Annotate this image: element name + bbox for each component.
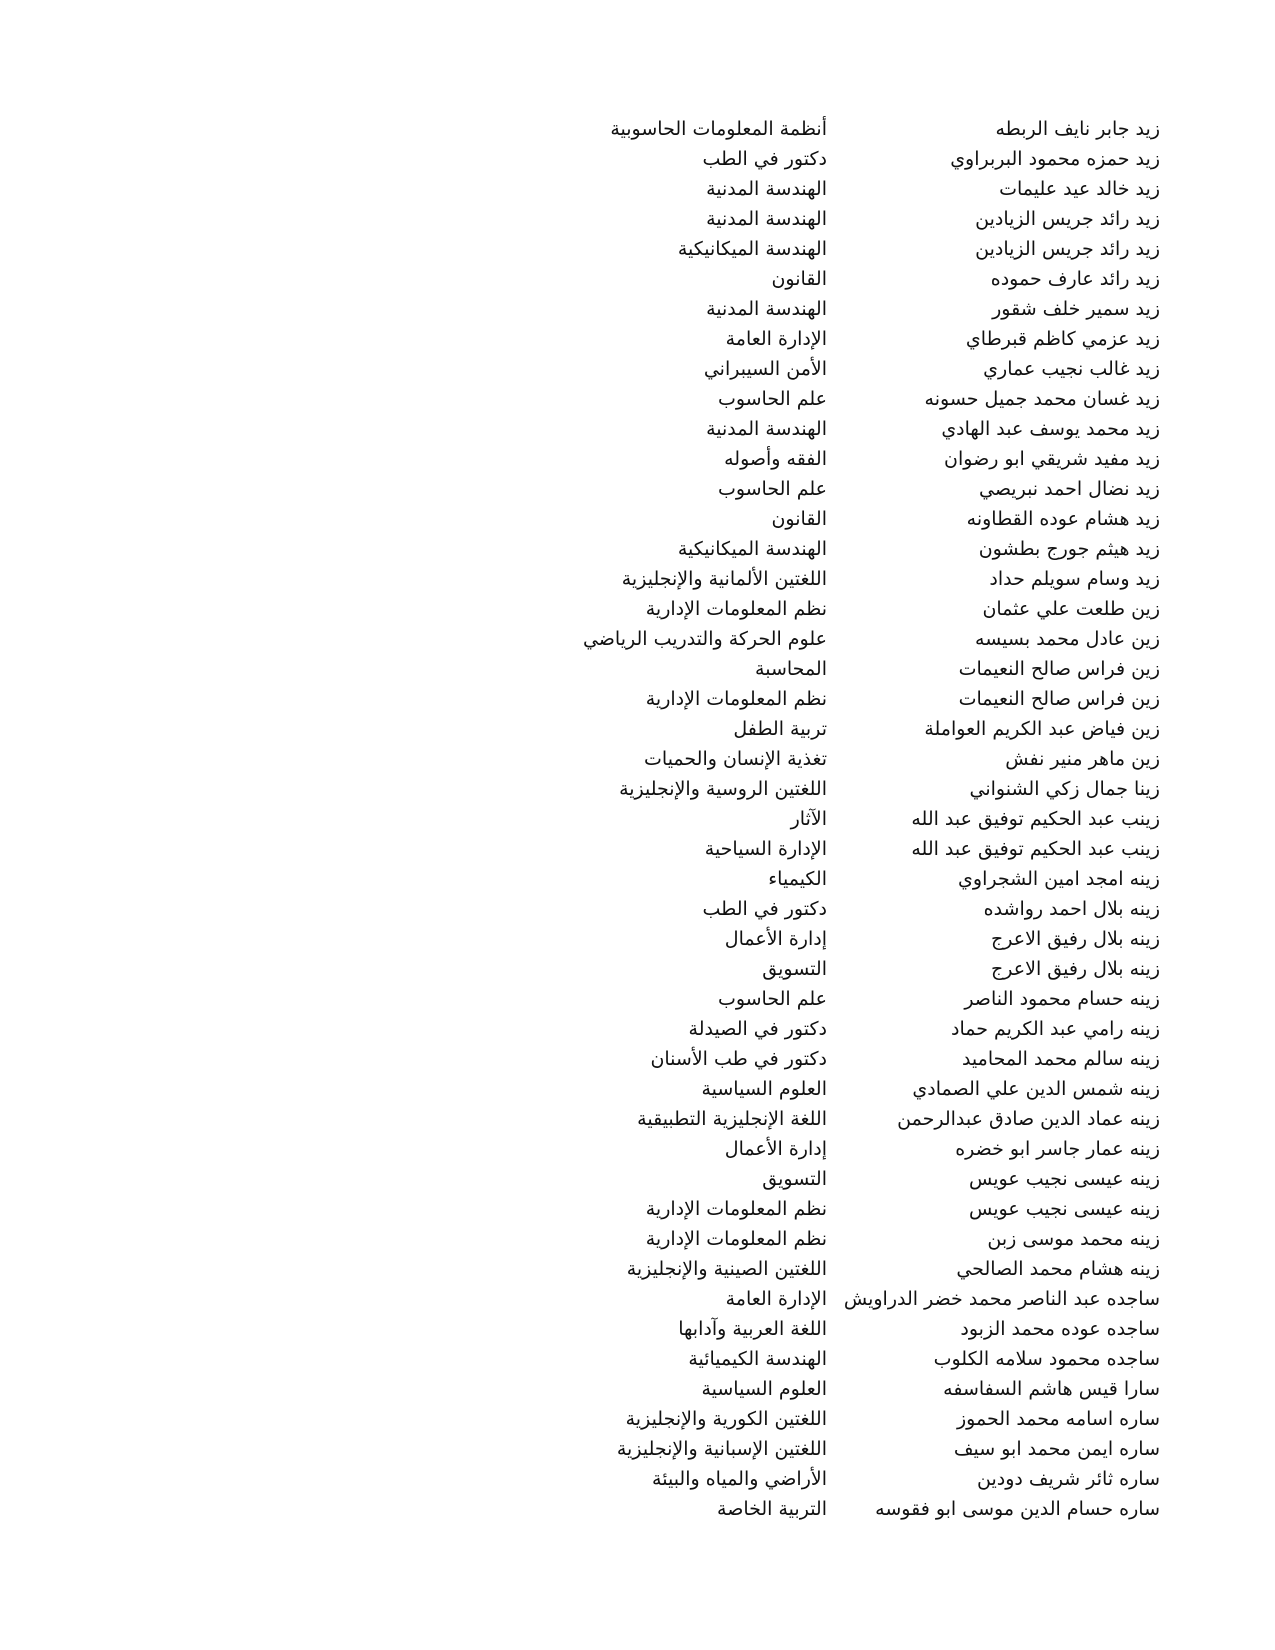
list-item [560,1344,1160,1374]
student-major: اللغتين الكورية والإنجليزية [625,1408,827,1430]
list-item [560,234,1160,264]
student-major: القانون [771,508,827,530]
student-major: علم الحاسوب [717,388,827,410]
list-item [560,174,1160,204]
student-major: علم الحاسوب [717,988,827,1010]
student-major: الإدارة العامة [725,1288,827,1310]
student-name: ساره ايمن محمد ابو سيف [953,1438,1160,1460]
list-item [560,654,1160,684]
list-item [560,444,1160,474]
list-item [560,1464,1160,1494]
student-name: ساره ثائر شريف دودين [976,1468,1160,1490]
student-name: زيد جابر نايف الربطه [995,118,1160,140]
list-item [560,1044,1160,1074]
student-name: زينه سالم محمد المحاميد [961,1048,1160,1070]
student-major: دكتور في الصيدلة [688,1018,827,1040]
student-name: زيد مفيد شريقي ابو رضوان [944,448,1160,470]
list-item [560,1074,1160,1104]
student-major: تغذية الإنسان والحميات [644,748,827,770]
list-item [560,1494,1160,1524]
student-name: زينا جمال زكي الشنواني [969,778,1160,800]
list-item [560,714,1160,744]
list-item [560,804,1160,834]
list-item [560,1194,1160,1224]
student-major: اللغة الإنجليزية التطبيقية [637,1108,827,1130]
student-major: الهندسة المدنية [706,298,827,320]
student-name: زينه رامي عبد الكريم حماد [950,1018,1160,1040]
student-major: الإدارة العامة [725,328,827,350]
list-item [560,624,1160,654]
list-item [560,1104,1160,1134]
student-major: الفقه وأصوله [724,448,827,470]
list-item [560,534,1160,564]
student-name: زيد حمزه محمود البربراوي [950,148,1160,170]
student-name: ساره اسامه محمد الحموز [956,1408,1160,1430]
list-item [560,294,1160,324]
student-name: زيد محمد يوسف عبد الهادي [941,418,1160,440]
student-major: دكتور في الطب [702,148,827,170]
student-name: زينه عماد الدين صادق عبدالرحمن [897,1108,1160,1130]
student-name: زيد رائد جريس الزيادين [975,208,1160,230]
student-name: زينه عمار جاسر ابو خضره [955,1138,1160,1160]
student-major: علوم الحركة والتدريب الرياضي [582,628,827,650]
student-major: الهندسة الكيميائية [688,1348,827,1370]
list-item [560,864,1160,894]
list-item [560,1014,1160,1044]
student-major: التسويق [762,958,827,980]
student-name: زينب عبد الحكيم توفيق عبد الله [911,808,1160,830]
student-name: زيد سمير خلف شقور [992,298,1160,320]
student-major: تربية الطفل [733,718,827,740]
student-major: الآثار [790,808,827,830]
student-name: زيد وسام سويلم حداد [989,568,1160,590]
student-name: زيد عزمي كاظم قبرطاي [965,328,1160,350]
student-name: زيد رائد جريس الزيادين [975,238,1160,260]
student-major: العلوم السياسية [701,1078,827,1100]
student-name: زين ماهر منير نفش [1005,748,1160,770]
student-major-list [560,114,1160,1524]
list-item [560,744,1160,774]
student-name: زيد هيثم جورج بطشون [978,538,1160,560]
list-item [560,504,1160,534]
student-major: الهندسة الميكانيكية [677,538,827,560]
student-major: القانون [771,268,827,290]
list-item [560,894,1160,924]
student-name: زيد نضال احمد نبريصي [978,478,1160,500]
student-name: ساره حسام الدين موسى ابو فقوسه [875,1498,1160,1520]
list-item [560,1254,1160,1284]
list-item [560,204,1160,234]
student-name: زينه بلال رفيق الاعرج [991,928,1160,950]
list-item [560,1434,1160,1464]
student-major: اللغتين الصينية والإنجليزية [626,1258,827,1280]
student-name: ساجده عوده محمد الزبود [960,1318,1160,1340]
student-major: إدارة الأعمال [724,928,827,950]
student-major: الكيمياء [768,868,827,890]
student-major: الهندسة المدنية [706,418,827,440]
list-item [560,324,1160,354]
student-name: زينه بلال رفيق الاعرج [991,958,1160,980]
student-name: زيد رائد عارف حموده [990,268,1160,290]
student-name: زين فياض عبد الكريم العواملة [924,718,1160,740]
list-item [560,564,1160,594]
student-name: زيد هشام عوده القطاونه [966,508,1160,530]
student-major: الأراضي والمياه والبيئة [652,1468,827,1490]
student-major: دكتور في طب الأسنان [650,1048,827,1070]
student-name: زيد غسان محمد جميل حسونه [924,388,1160,410]
student-name: زينب عبد الحكيم توفيق عبد الله [911,838,1160,860]
list-item [560,984,1160,1014]
student-major: الهندسة الميكانيكية [677,238,827,260]
student-name: زينه محمد موسى زبن [987,1228,1160,1250]
list-item [560,954,1160,984]
student-major: المحاسبة [755,658,827,680]
student-major: الإدارة السياحية [704,838,827,860]
student-major: نظم المعلومات الإدارية [645,688,827,710]
list-item [560,384,1160,414]
student-major: نظم المعلومات الإدارية [645,598,827,620]
student-name: زينه شمس الدين علي الصمادي [912,1078,1160,1100]
student-name: زيد خالد عيد عليمات [999,178,1160,200]
student-name: زين عادل محمد بسيسه [975,628,1160,650]
student-major: اللغتين الروسية والإنجليزية [619,778,827,800]
student-major: اللغتين الإسبانية والإنجليزية [616,1438,827,1460]
list-item [560,1134,1160,1164]
student-major: نظم المعلومات الإدارية [645,1198,827,1220]
list-item [560,1404,1160,1434]
student-name: زينه عيسى نجيب عويس [969,1168,1160,1190]
student-name: زينه حسام محمود الناصر [964,988,1160,1010]
list-item [560,834,1160,864]
student-name: زين فراس صالح النعيمات [958,688,1160,710]
list-item [560,1224,1160,1254]
student-major: الهندسة المدنية [706,178,827,200]
student-major: الأمن السيبراني [703,358,827,380]
list-item [560,354,1160,384]
student-name: زينه هشام محمد الصالحي [956,1258,1160,1280]
list-item [560,1164,1160,1194]
student-name: زينه بلال احمد رواشده [983,898,1160,920]
list-item [560,1284,1160,1314]
list-item [560,474,1160,504]
list-item [560,1374,1160,1404]
list-item [560,414,1160,444]
student-name: ساجده محمود سلامه الكلوب [933,1348,1160,1370]
student-major: علم الحاسوب [717,478,827,500]
list-item [560,594,1160,624]
student-name: سارا قيس هاشم السفاسفه [943,1378,1160,1400]
list-item [560,684,1160,714]
list-item [560,114,1160,144]
list-item [560,264,1160,294]
student-major: الهندسة المدنية [706,208,827,230]
student-major: العلوم السياسية [701,1378,827,1400]
student-major: دكتور في الطب [702,898,827,920]
list-item [560,144,1160,174]
student-major: التسويق [762,1168,827,1190]
student-name: زيد غالب نجيب عماري [983,358,1160,380]
student-major: اللغتين الألمانية والإنجليزية [621,568,827,590]
student-major: أنظمة المعلومات الحاسوبية [610,118,827,140]
student-major: إدارة الأعمال [724,1138,827,1160]
student-name: زينه امجد امين الشجراوي [958,868,1160,890]
student-major: اللغة العربية وآدابها [678,1318,827,1340]
list-item [560,1314,1160,1344]
student-major: التربية الخاصة [717,1498,827,1520]
student-major: نظم المعلومات الإدارية [645,1228,827,1250]
student-name: زين فراس صالح النعيمات [958,658,1160,680]
student-name: زينه عيسى نجيب عويس [969,1198,1160,1220]
student-name: زين طلعت علي عثمان [982,598,1160,620]
list-item [560,924,1160,954]
student-name: ساجده عبد الناصر محمد خضر الدراويش [843,1288,1160,1310]
list-item [560,774,1160,804]
